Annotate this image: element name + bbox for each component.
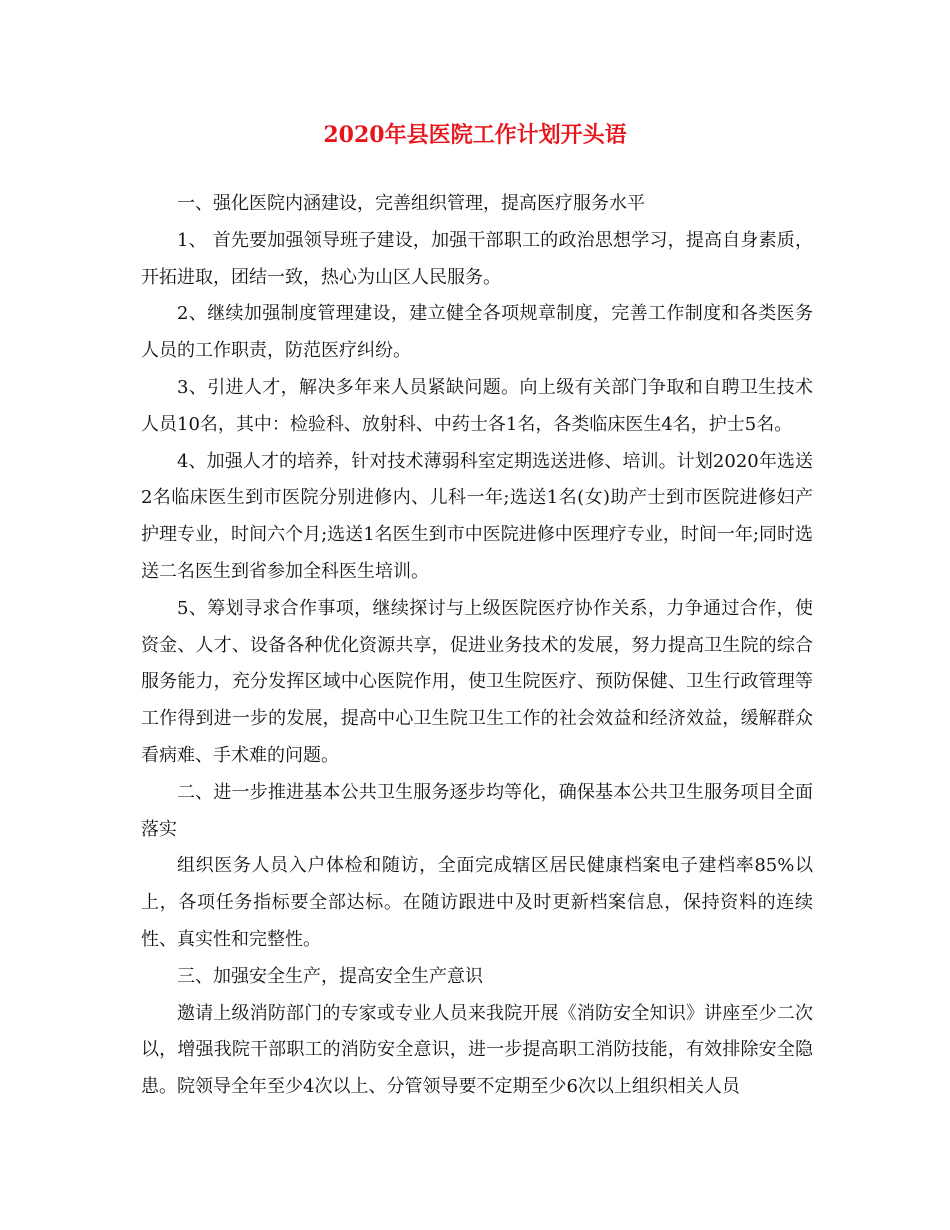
- paragraph-item-4: 4、加强人才的培养，针对技术薄弱科室定期选送进修、培训。计划2020年选送2名临床医生到市医院分别进修内、儿科一年;选送1名(女)助产士到市医院进修妇产护理专业，时间六个月;选送1名医生到市中医院进修中医理疗专业，时间一年;同时选送二名医生到省参加全科医生培训。: [141, 450, 813, 582]
- paragraph-item-3: 3、引进人才，解决多年来人员紧缺问题。向上级有关部门争取和自聘卫生技术人员10名，其中：检验科、放射科、中药士各1名，各类临床医生4名，护士5名。: [141, 376, 813, 435]
- paragraph-public-health: 组织医务人员入户体检和随访，全面完成辖区居民健康档案电子建档率85%以上，各项任务指标要全部达标。在随访跟进中及时更新档案信息，保持资料的连续性、真实性和完整性。: [141, 855, 813, 950]
- paragraph-fire-safety: 邀请上级消防部门的专家或专业人员来我院开展《消防安全知识》讲座至少二次以，增强我院干部职工的消防安全意识，进一步提高职工消防技能，有效排除安全隐患。院领导全年至少4次以上、分管领导要不定期至少6次以上组织相关人员: [141, 1002, 813, 1098]
- section-heading-1: 一、强化医院内涵建设，完善组织管理，提高医疗服务水平: [177, 193, 645, 214]
- section-heading-2: 二、进一步推进基本公共卫生服务逐步均等化，确保基本公共卫生服务项目全面落实: [141, 781, 813, 840]
- document-title: 2020年县医院工作计划开头语: [323, 122, 627, 148]
- paragraph-item-2: 2、继续加强制度管理建设，建立健全各项规章制度，完善工作制度和各类医务人员的工作职责，防范医疗纠纷。: [141, 303, 813, 362]
- paragraph-item-5: 5、筹划寻求合作事项，继续探讨与上级医院医疗协作关系，力争通过合作，使资金、人才、设备各种优化资源共享，促进业务技术的发展，努力提高卫生院的综合服务能力，充分发挥区域中心医院作用，使卫生院医疗、预防保健、卫生行政管理等工作得到进一步的发展，提高中心卫生院卫生工作的社会效益和经济效益，缓解群众看病难、手术难的问题。: [141, 597, 813, 766]
- section-heading-3: 三、加强安全生产，提高安全生产意识: [177, 965, 483, 987]
- paragraph-item-1: 1、 首先要加强领导班子建设，加强干部职工的政治思想学习，提高自身素质，开拓进取，团结一致，热心为山区人民服务。: [141, 229, 813, 288]
- document-body: [141, 186, 813, 1106]
